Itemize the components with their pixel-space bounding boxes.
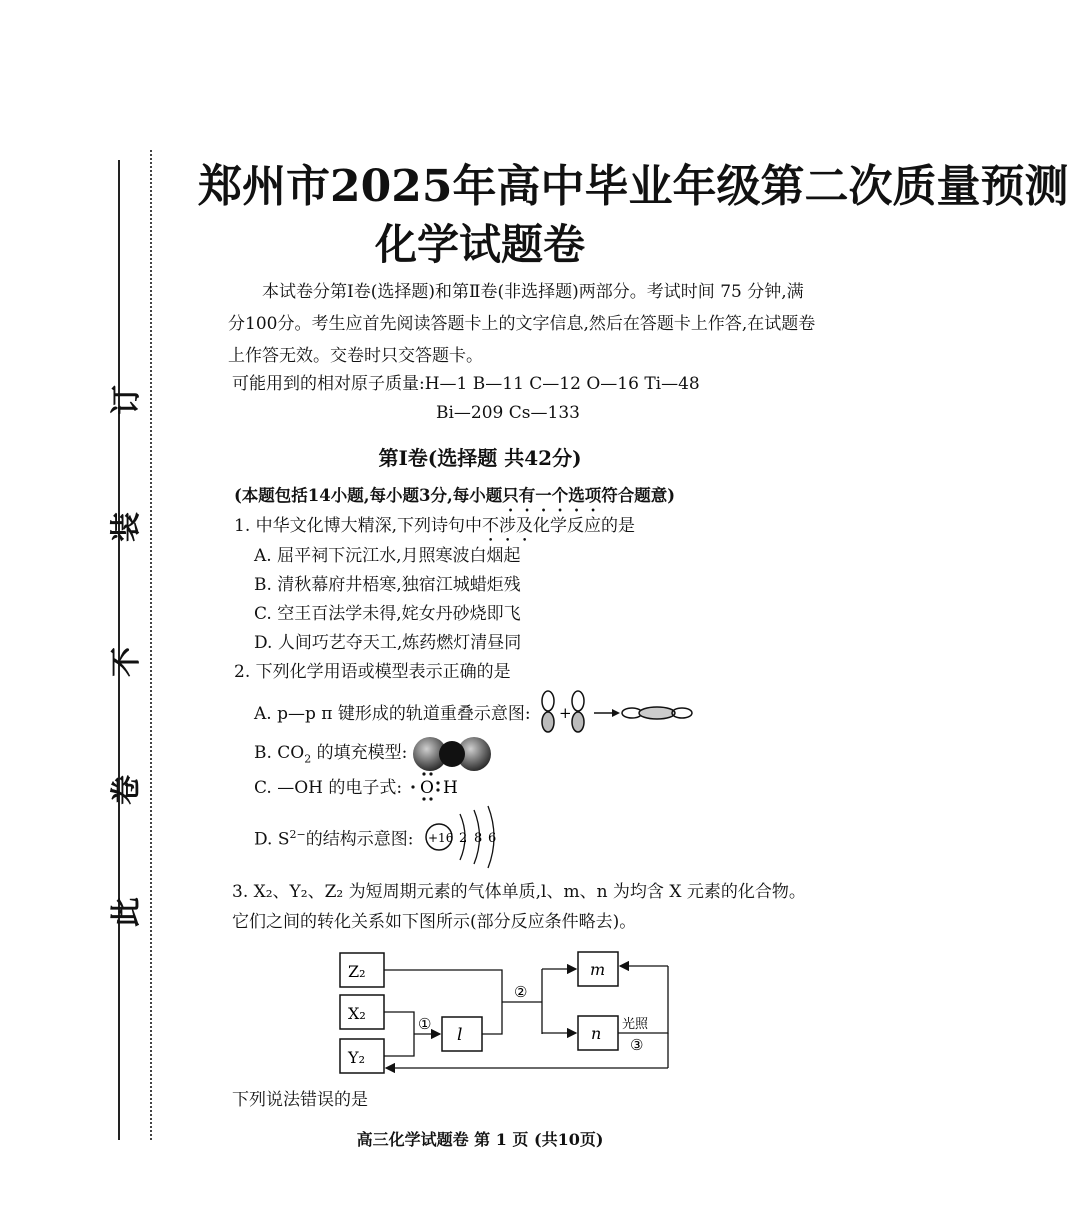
step-1-label: ① [418,1015,432,1033]
shell-1-electrons: 2 [459,831,468,846]
q1-option-d: D. 人间巧艺夺天工,炼药燃灯清昼同 [254,633,522,653]
step-3-label: ③ [630,1036,644,1054]
hydroxyl-o-symbol: O [420,778,434,798]
binding-dotted-line [150,150,152,1140]
instruction-pre: (本题包括14小题,每小题3分,每小题 [234,486,503,505]
q3-stem-line1: 3. X₂、Y₂、Z₂ 为短周期元素的气体单质,l、m、n 为均含 X 元素的化合物。 [232,882,806,902]
exam-title: 郑州市2025年高中毕业年级第二次质量预测 [198,161,1068,212]
label-y2: Y₂ [348,1048,365,1067]
label-n: n [591,1024,602,1043]
section-instruction [234,486,675,515]
label-m: m [590,960,606,979]
label-x2: X₂ [348,1004,366,1023]
page-footer: 高三化学试题卷 第 1 页 (共10页) [356,1130,604,1149]
q2-option-b [254,743,407,766]
sulfide-ion-structure-diagram [422,802,502,872]
q3-conversion-diagram [330,940,680,1080]
q2-option-d-post: 的结构示意图: [305,829,414,850]
shell-2-electrons: 8 [474,831,483,846]
q3-stem-line2: 它们之间的转化关系如下图所示(部分反应条件略去)。 [232,912,637,932]
q1-option-c: C. 空王百法学未得,姹女丹砂烧即飞 [254,604,521,624]
q2-option-b-sub: 2 [304,752,312,766]
q2-stem: 2. 下列化学用语或模型表示正确的是 [234,662,511,682]
label-l: l [457,1025,463,1045]
q1-stem-emphasis: 不涉及 [482,516,534,536]
step-2-label: ② [514,983,528,1001]
binding-char-5: 订 [109,385,144,415]
exam-subtitle: 化学试题卷 [374,220,585,269]
exam-instructions: 本试卷分第Ⅰ卷(选择题)和第Ⅱ卷(非选择题)两部分。考试时间 75 分钟,满分100分。考生应首先阅读答题卡上的文字信息,然后在答题卡上作答,在试题卷上作答无效。交卷时只交答题卡。 [228,282,816,366]
q3-question: 下列说法错误的是 [232,1090,368,1110]
q1-option-a: A. 屈平祠下沅江水,月照寒波白烟起 [254,546,521,566]
shell-3-electrons: 6 [488,831,497,846]
q1-stem-post: 化学反应的是 [533,516,636,536]
q2-option-b-pre: B. CO [254,743,305,763]
pi-bond-orbital-diagram [536,688,696,738]
binding-char-3: 不 [109,647,144,677]
q2-option-d [254,828,413,850]
q2-option-d-pre: D. S [254,829,290,850]
q2-option-b-post: 的填充模型: [311,743,408,763]
section-heading: 第Ⅰ卷(选择题 共42分) [378,446,582,470]
instruction-post: 符合题意) [601,486,676,505]
binding-char-1: 此 [109,897,144,927]
q2-option-d-sup: 2− [289,828,306,841]
nucleus-charge: +16 [428,831,454,845]
atomic-mass-line1: 可能用到的相对原子质量:H—1 B—11 C—12 O—16 Ti—48 [232,374,700,394]
hydroxyl-electron-formula [408,768,468,804]
q2-option-a: A. p—p π 键形成的轨道重叠示意图: [254,704,531,724]
q1-option-b: B. 清秋幕府井梧寒,独宿江城蜡炬残 [254,575,521,595]
light-condition-label: 光照 [622,1017,649,1032]
instruction-emphasis: 只有一个选项 [502,486,602,505]
q1-stem [234,516,635,546]
q2-option-c: C. —OH 的电子式: [254,778,403,798]
atomic-mass-line2: Bi—209 Cs—133 [436,403,580,423]
binding-char-4: 装 [109,512,144,542]
svg-text:+: + [559,704,572,722]
label-z2: Z₂ [348,962,366,981]
hydroxyl-h-symbol: H [443,778,458,798]
binding-char-2: 卷 [109,775,144,805]
q1-stem-pre: 1. 中华文化博大精深,下列诗句中 [234,516,483,536]
